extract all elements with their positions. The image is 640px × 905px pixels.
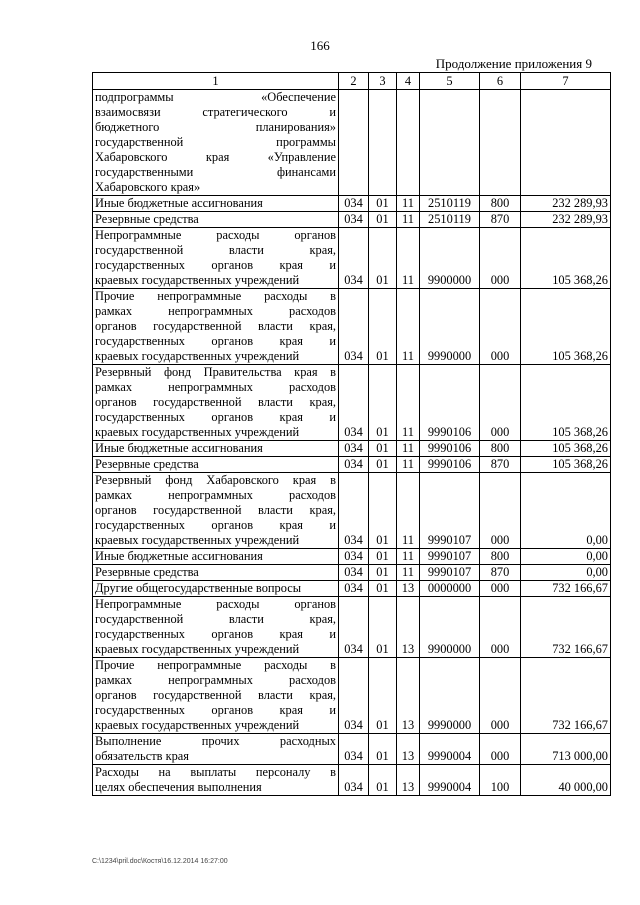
row-description (93, 734, 339, 765)
code-section: 01 (369, 549, 397, 565)
code-ministry: 034 (339, 365, 369, 441)
amount: 232 289,93 (521, 212, 611, 228)
table-row (93, 228, 611, 289)
code-expense-type: 870 (480, 565, 521, 581)
code-subsection: 13 (397, 658, 420, 734)
description-line: органов государственной власти края, (95, 319, 336, 333)
row-description (93, 457, 339, 473)
code-expense-type: 000 (480, 473, 521, 549)
code-subsection: 11 (397, 457, 420, 473)
amount: 105 368,26 (521, 365, 611, 441)
description-line: Резервные средства (95, 212, 199, 226)
amount: 105 368,26 (521, 457, 611, 473)
code-target-article: 9990000 (420, 658, 480, 734)
description-line: государственных органов края и (95, 410, 336, 424)
description-line: краевых государственных учреждений (95, 425, 300, 439)
description-line: Резервный фонд Правительства края в (95, 365, 336, 379)
code-target-article: 9990106 (420, 441, 480, 457)
code-expense-type: 870 (480, 212, 521, 228)
description-line: рамках непрограммных расходов (95, 488, 336, 502)
description-line: государственных органов края и (95, 703, 336, 717)
code-section (369, 90, 397, 196)
description-line: Иные бюджетные ассигнования (95, 196, 263, 210)
code-target-article: 9900000 (420, 597, 480, 658)
code-ministry: 034 (339, 228, 369, 289)
description-line: Резервный фонд Хабаровского края в (95, 473, 336, 487)
code-section: 01 (369, 765, 397, 796)
description-line: Расходы на выплаты персоналу в (95, 765, 336, 779)
code-subsection: 11 (397, 212, 420, 228)
row-description (93, 90, 339, 196)
amount: 105 368,26 (521, 228, 611, 289)
description-line: подпрограммы «Обеспечение (95, 90, 336, 104)
code-ministry: 034 (339, 196, 369, 212)
description-line: рамках непрограммных расходов (95, 380, 336, 394)
description-line: краевых государственных учреждений (95, 533, 300, 547)
code-expense-type: 000 (480, 734, 521, 765)
code-target-article: 9990107 (420, 565, 480, 581)
code-target-article: 9990107 (420, 549, 480, 565)
header-col-2: 2 (339, 73, 369, 90)
description-line: органов государственной власти края, (95, 395, 336, 409)
row-description (93, 765, 339, 796)
description-line: краевых государственных учреждений (95, 273, 300, 287)
code-section: 01 (369, 289, 397, 365)
description-line: органов государственной власти края, (95, 688, 336, 702)
page-number: 166 (310, 38, 330, 53)
description-line: краевых государственных учреждений (95, 718, 300, 732)
row-description (93, 597, 339, 658)
description-line: государственной программы (95, 135, 336, 149)
description-line: государственной власти края, (95, 612, 336, 626)
description-line: краевых государственных учреждений (95, 349, 300, 363)
code-subsection: 13 (397, 581, 420, 597)
code-target-article: 9990106 (420, 365, 480, 441)
row-description (93, 581, 339, 597)
description-line: Резервные средства (95, 457, 199, 471)
description-line: органов государственной власти края, (95, 503, 336, 517)
code-section: 01 (369, 581, 397, 597)
amount: 40 000,00 (521, 765, 611, 796)
header-col-4: 4 (397, 73, 420, 90)
code-subsection: 11 (397, 549, 420, 565)
amount: 732 166,67 (521, 581, 611, 597)
code-subsection: 11 (397, 289, 420, 365)
code-ministry (339, 90, 369, 196)
code-section: 01 (369, 565, 397, 581)
amount: 0,00 (521, 549, 611, 565)
description-line: государственными финансами (95, 165, 336, 179)
code-ministry: 034 (339, 581, 369, 597)
description-line: Хабаровского края» (95, 180, 201, 194)
code-subsection: 11 (397, 441, 420, 457)
code-subsection: 13 (397, 765, 420, 796)
description-line: Непрограммные расходы органов (95, 597, 336, 611)
header-col-3: 3 (369, 73, 397, 90)
header-col-7: 7 (521, 73, 611, 90)
table-header-row (93, 73, 611, 90)
description-line: взаимосвязи стратегического и (95, 105, 336, 119)
amount: 105 368,26 (521, 441, 611, 457)
code-section: 01 (369, 734, 397, 765)
code-target-article: 9900000 (420, 228, 480, 289)
code-expense-type: 000 (480, 228, 521, 289)
description-line: рамках непрограммных расходов (95, 673, 336, 687)
code-section: 01 (369, 658, 397, 734)
table-row (93, 549, 611, 565)
appendix-continuation-label: Продолжение приложения 9 (435, 56, 592, 71)
code-ministry: 034 (339, 597, 369, 658)
code-ministry: 034 (339, 658, 369, 734)
amount: 713 000,00 (521, 734, 611, 765)
description-line: Иные бюджетные ассигнования (95, 549, 263, 563)
row-description (93, 658, 339, 734)
amount: 105 368,26 (521, 289, 611, 365)
code-subsection: 11 (397, 365, 420, 441)
code-ministry: 034 (339, 212, 369, 228)
table-row (93, 734, 611, 765)
header-col-6: 6 (480, 73, 521, 90)
code-expense-type: 000 (480, 658, 521, 734)
description-line: Выполнение прочих расходных (95, 734, 336, 748)
description-line: государственной власти края, (95, 243, 336, 257)
code-target-article: 9990000 (420, 289, 480, 365)
code-expense-type: 000 (480, 581, 521, 597)
table-row (93, 473, 611, 549)
table-row (93, 765, 611, 796)
description-line: Хабаровского края «Управление (95, 150, 336, 164)
code-subsection: 11 (397, 565, 420, 581)
code-target-article: 0000000 (420, 581, 480, 597)
table-row (93, 658, 611, 734)
code-expense-type: 800 (480, 549, 521, 565)
description-line: государственных органов края и (95, 334, 336, 348)
amount: 732 166,67 (521, 658, 611, 734)
table-body (93, 90, 611, 796)
code-ministry: 034 (339, 441, 369, 457)
row-description (93, 473, 339, 549)
code-section: 01 (369, 196, 397, 212)
table-row (93, 212, 611, 228)
code-ministry: 034 (339, 765, 369, 796)
code-subsection: 11 (397, 196, 420, 212)
code-expense-type: 800 (480, 441, 521, 457)
code-section: 01 (369, 365, 397, 441)
table-row (93, 597, 611, 658)
code-expense-type: 000 (480, 289, 521, 365)
description-line: Непрограммные расходы органов (95, 228, 336, 242)
code-subsection (397, 90, 420, 196)
description-line: Иные бюджетные ассигнования (95, 441, 263, 455)
row-description (93, 196, 339, 212)
amount: 0,00 (521, 473, 611, 549)
code-section: 01 (369, 212, 397, 228)
budget-table (92, 72, 611, 796)
row-description (93, 228, 339, 289)
row-description (93, 289, 339, 365)
code-expense-type: 800 (480, 196, 521, 212)
code-section: 01 (369, 473, 397, 549)
file-path-footer: C:\1234\pril.doc\Костя\16.12.2014 16:27:00 (92, 858, 228, 865)
code-target-article: 2510119 (420, 212, 480, 228)
description-line: обязательств края (95, 749, 189, 763)
amount: 0,00 (521, 565, 611, 581)
code-expense-type: 870 (480, 457, 521, 473)
code-expense-type (480, 90, 521, 196)
code-subsection: 11 (397, 473, 420, 549)
description-line: государственных органов края и (95, 258, 336, 272)
header-col-5: 5 (420, 73, 480, 90)
row-description (93, 549, 339, 565)
code-section: 01 (369, 597, 397, 658)
code-target-article: 2510119 (420, 196, 480, 212)
description-line: краевых государственных учреждений (95, 642, 300, 656)
code-ministry: 034 (339, 734, 369, 765)
code-target-article: 9990004 (420, 734, 480, 765)
table-row (93, 90, 611, 196)
code-expense-type: 000 (480, 365, 521, 441)
table-row (93, 565, 611, 581)
description-line: бюджетного планирования» (95, 120, 336, 134)
amount: 732 166,67 (521, 597, 611, 658)
code-expense-type: 100 (480, 765, 521, 796)
code-subsection: 13 (397, 597, 420, 658)
amount (521, 90, 611, 196)
description-line: государственных органов края и (95, 518, 336, 532)
code-ministry: 034 (339, 473, 369, 549)
description-line: Прочие непрограммные расходы в (95, 658, 336, 672)
header-col-1: 1 (93, 73, 339, 90)
description-line: рамках непрограммных расходов (95, 304, 336, 318)
description-line: Другие общегосударственные вопросы (95, 581, 302, 595)
code-ministry: 034 (339, 289, 369, 365)
description-line: целях обеспечения выполнения (95, 780, 262, 794)
code-target-article: 9990004 (420, 765, 480, 796)
row-description (93, 212, 339, 228)
table-row (93, 196, 611, 212)
code-ministry: 034 (339, 549, 369, 565)
code-subsection: 11 (397, 228, 420, 289)
description-line: государственных органов края и (95, 627, 336, 641)
code-section: 01 (369, 441, 397, 457)
row-description (93, 441, 339, 457)
table-row (93, 289, 611, 365)
code-ministry: 034 (339, 565, 369, 581)
table-row (93, 581, 611, 597)
code-target-article (420, 90, 480, 196)
row-description (93, 365, 339, 441)
code-section: 01 (369, 457, 397, 473)
description-line: Прочие непрограммные расходы в (95, 289, 336, 303)
table-row (93, 457, 611, 473)
code-subsection: 13 (397, 734, 420, 765)
table-row (93, 365, 611, 441)
code-ministry: 034 (339, 457, 369, 473)
description-line: Резервные средства (95, 565, 199, 579)
code-expense-type: 000 (480, 597, 521, 658)
amount: 232 289,93 (521, 196, 611, 212)
code-target-article: 9990106 (420, 457, 480, 473)
table-row (93, 441, 611, 457)
code-section: 01 (369, 228, 397, 289)
row-description (93, 565, 339, 581)
code-target-article: 9990107 (420, 473, 480, 549)
